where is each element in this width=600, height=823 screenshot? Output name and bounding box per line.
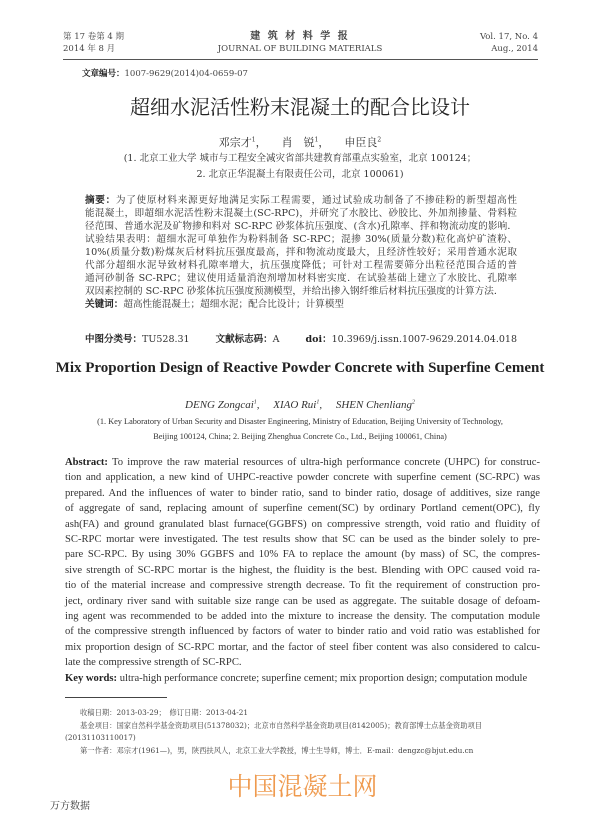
abstract-en-line: sive strength of SC-RPC mortar is the highest, the fluidity is the best. Blending with OPC caused void ra-	[65, 564, 540, 576]
abstract-cn	[85, 194, 517, 311]
authors-cn	[0, 134, 600, 150]
abstract-en-line: ing agent was recommended to be added into the mixture to increase the density. The computation module	[65, 611, 540, 623]
affiliation-line: Beijing 100124, China; 2. Beijing Zhenghua Concrete Co., Ltd., Beijing 100061, China)	[153, 432, 447, 441]
abstract-en-line: ash(FA) and ground granulated blast furnace(GGBFS) on compressive strength, void ratio and fluidity of	[65, 518, 540, 530]
authors-en	[0, 395, 600, 413]
abstract-cn-line: 代部分超细水泥导致材料孔隙率增大，抗压强度降低；可针对工程需要筛分出粒径范围合适的普	[85, 260, 517, 271]
abstract-cn-line: 摘要：为了使原材料来源更好地满足实际工程需要，通过试验成功制备了不掺硅粉的新型超高性	[85, 195, 518, 206]
keywords-en-value: ultra-high performance concrete; superfine cement; mix proportion design; computation module	[119, 672, 528, 684]
abstract-en-label: Abstract:	[65, 457, 108, 468]
doi: doi：10.3969/j.issn.1007-9629.2014.04.018	[305, 334, 517, 345]
clc-number: 中图分类号：TU528.31	[85, 334, 190, 345]
abstract-en-line: tion and application, a new kind of UHPC-reactive powder concrete with superfine cement (SC-RPC) was	[65, 472, 540, 484]
abstract-en-line: pare SC-RPC. By using 30% GGBFS and 10% FA to replace the amount (by mass) of SC, the compres-	[65, 549, 540, 561]
journal-name-en: JOURNAL OF BUILDING MATERIALS	[217, 44, 383, 54]
abstract-cn-line: 双因素控制的 SC-RPC 砂浆体抗压强度预测模型，并给出掺入钢纤维后材料抗压强度的计算方法．	[85, 286, 504, 297]
abstract-en-line: of aggregate of sand, replacing amount of superfine cement(SC) by ordinary Portland cement(OPC), fly	[65, 503, 540, 515]
volume-issue-cn: 第 17 卷第 4 期	[63, 32, 125, 42]
keywords-cn-value: 超高性能混凝土；超细水泥；配合比设计；计算模型	[123, 299, 345, 310]
first-author-info: 第一作者：邓宗才(1961—)，男，陕西扶风人，北京工业大学教授，博士生导师，博士．E-mail：dengzc@bjut.edu.cn	[80, 745, 474, 755]
footnote-rule	[65, 697, 167, 698]
author-en: SHEN Chenliang$^2$	[335, 398, 415, 411]
document-code: 文献标志码：A	[215, 334, 280, 345]
author-cn: 肖 锐$^1$，	[281, 136, 335, 149]
keywords-cn-label: 关键词：	[85, 299, 124, 310]
affiliations-cn	[0, 151, 600, 183]
article-number	[82, 67, 248, 79]
abstract-cn-label: 摘要：	[85, 195, 116, 206]
abstract-cn-line: 通河砂制备 SC-RPC；建议使用适量消泡剂增加材料密实度．在试验基础上建立了水胶比、孔隙率	[85, 273, 517, 284]
date-en: Aug., 2014	[491, 44, 538, 54]
keywords-en	[65, 671, 540, 686]
title-en: Mix Proportion Design of Reactive Powder Concrete with Superfine Cement	[55, 360, 545, 376]
abstract-en-line: prepared. And the influences of water to binder ratio, sand to binder ratio, dosage of additives, size range	[65, 487, 540, 499]
abstract-cn-line: 径范围、普通水泥及矿物掺和料对 SC-RPC 砂浆体抗压强度、(含水)孔隙率、拌和物流动度的影响．	[85, 221, 517, 232]
watermark: 中国混凝土网	[227, 772, 378, 801]
fund-project: 基金项目：国家自然科学基金资助项目(51378032)；北京市自然科学基金资助项目(8142005)；教育部博士点基金资助项目	[80, 720, 483, 730]
abstract-en	[65, 455, 540, 686]
abstract-en-line: of the compressive strength influenced by factors of water to binder ratio and void ratio was established for	[65, 626, 540, 638]
affiliation-line: (1. Key Laboratory of Urban Security and Disaster Engineering, Ministry of Education, Beijing University of Technology,	[97, 417, 503, 426]
affiliation-line: (1. 北京工业大学 城市与工程安全减灾省部共建教育部重点实验室，北京 100124；	[123, 153, 477, 164]
abstract-en-line: Abstract: To improve the raw material resources of ultra-high performance concrete (UHPC) for construc-	[65, 457, 540, 468]
article-number-value: 1007-9629(2014)04-0659-07	[124, 69, 248, 79]
abstract-cn-line: 能混凝土，即超细水泥活性粉末混凝土(SC-RPC)，并研究了水胶比、砂胶比、外加剂掺量、骨料粒	[85, 208, 517, 219]
abstract-cn-line: 10%(质量分数)粉煤灰后材料抗压强度最高，拌和物流动度最大，且经济性较好；采用普通水泥取	[85, 247, 517, 258]
article-number-label: 文章编号：	[82, 69, 125, 79]
abstract-en-line: late the compressive strength of SC-RPC.	[65, 657, 242, 669]
volume-issue-en: Vol. 17, No. 4	[479, 32, 538, 42]
affiliation-line: 2. 北京正华混凝土有限责任公司，北京 100061)	[196, 169, 404, 180]
header-rule	[63, 59, 538, 60]
received-date: 收稿日期：2013-03-29； 修订日期：2013-04-21	[80, 708, 249, 717]
keywords-cn	[85, 298, 517, 311]
fund-project-cont: (20131103110017)	[65, 733, 136, 742]
classification-row	[85, 333, 517, 346]
footnotes	[65, 707, 540, 757]
journal-name-cn: 建 筑 材 料 学 报	[250, 31, 350, 42]
affiliations-en	[0, 414, 600, 444]
author-en: DENG Zongcai$^1$,	[185, 398, 271, 411]
author-cn: 申臣良$^2$	[344, 136, 382, 149]
author-en: XIAO Rui$^1$,	[273, 398, 334, 411]
abstract-en-line: SC-RPC mortar were investigated. The test results show that SC can be used as the binder solely to pre-	[65, 534, 540, 546]
title-cn: 超细水泥活性粉末混凝土的配合比设计	[130, 95, 470, 119]
keywords-en-label: Key words:	[65, 672, 118, 684]
abstract-en-line: mix proportion design of SC-RPC mortar, and the factor of steel fiber content was also considered to calcu-	[65, 641, 540, 653]
header-volume-en	[480, 31, 538, 55]
date-cn: 2014 年 8 月	[63, 44, 116, 54]
abstract-cn-line: 试验结果表明：超细水泥可单独作为粉料制备 SC-RPC；混掺 30%(质量分数)粒化高炉矿渣粉、	[85, 234, 517, 245]
abstract-en-line: tio of the material increase and compressive strength decrease. To fit the requirement of construction pro-	[65, 580, 540, 592]
author-cn: 邓宗才$^1$，	[218, 136, 273, 149]
source-mark: 万方数据	[50, 801, 90, 812]
abstract-en-line: ject, ordinary river sand with suitable size range can be used as aggregate. The suitable dosage of defoam-	[65, 595, 540, 607]
